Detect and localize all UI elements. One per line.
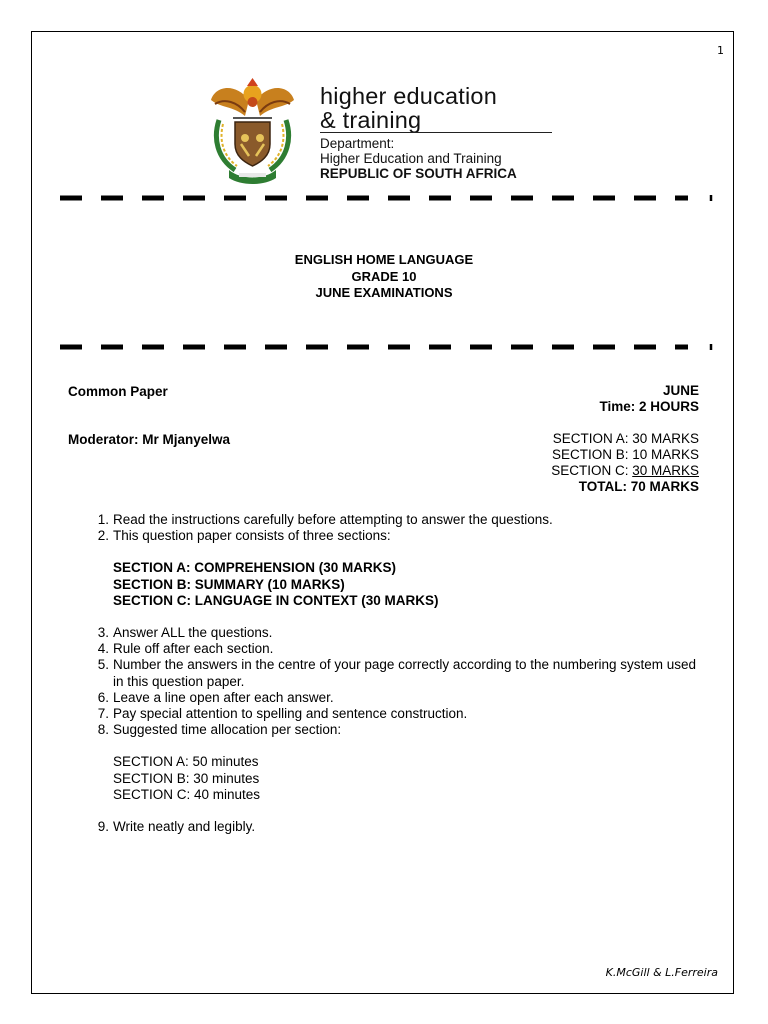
list-item — [68, 690, 708, 706]
dashed-divider-top — [60, 195, 716, 201]
list-item-number: 6. — [97, 689, 109, 705]
page-number: 1 — [717, 44, 724, 57]
list-item — [68, 625, 708, 641]
time-section-c: SECTION C: 40 minutes — [113, 786, 261, 802]
list-item — [68, 706, 708, 722]
heading-exam: JUNE EXAMINATIONS — [315, 285, 453, 300]
list-item-number: 7. — [97, 706, 109, 722]
logo-title — [320, 84, 497, 132]
logo-dept-name: Higher Education and Training — [320, 151, 502, 166]
list-item — [68, 722, 708, 738]
heading-subject: ENGLISH HOME LANGUAGE — [294, 252, 474, 267]
exam-heading — [0, 252, 768, 302]
exam-month: JUNE — [662, 383, 699, 398]
list-item-number: 1. — [97, 512, 109, 527]
list-item-text: Read the instructions carefully before attempting to answer the questions. — [113, 512, 553, 527]
heading-grade: GRADE 10 — [351, 268, 417, 284]
marks-breakdown — [551, 431, 699, 495]
moderator: Moderator: Mr Mjanyelwa — [68, 432, 231, 447]
list-item-text: Write neatly and legibly. — [113, 819, 256, 835]
time-section-b: SECTION B: 30 minutes — [113, 770, 260, 786]
footer-authors: K.McGill & L.Ferreira — [605, 966, 718, 979]
marks-section-a: SECTION A: 30 MARKS — [552, 431, 699, 446]
instructions-list — [68, 512, 708, 835]
exam-time: Time: 2 HOURS — [599, 399, 699, 414]
time-section-a: SECTION A: 50 minutes — [113, 754, 259, 770]
marks-section-c-label: SECTION C: — [551, 463, 629, 478]
sections-list — [68, 560, 708, 609]
list-item-text: This question paper consists of three sections: — [113, 528, 391, 544]
dashed-divider-bottom — [60, 344, 716, 350]
logo-title-line2: & training — [320, 107, 422, 133]
list-item — [68, 512, 708, 528]
marks-section-c — [551, 463, 699, 479]
section-a-desc: SECTION A: COMPREHENSION (30 MARKS) — [113, 560, 397, 576]
marks-total: TOTAL: 70 MARKS — [578, 479, 699, 494]
list-item-text: Leave a line open after each answer. — [113, 689, 334, 705]
list-item-number: 4. — [97, 641, 109, 657]
logo-divider — [320, 132, 552, 133]
list-item-text: Rule off after each section. — [113, 641, 274, 657]
list-item-number: 9. — [97, 819, 109, 835]
logo-title-line1: higher education — [320, 83, 497, 109]
list-item-number: 2. — [97, 528, 109, 544]
list-item-text: Pay special attention to spelling and sentence construction. — [113, 706, 468, 722]
time-allocation-list — [68, 754, 708, 803]
marks-section-b: SECTION B: 10 MARKS — [551, 447, 699, 462]
exam-month-time — [599, 383, 699, 415]
paper-type: Common Paper — [68, 384, 168, 399]
logo-country: REPUBLIC OF SOUTH AFRICA — [320, 166, 517, 181]
list-item-number: 3. — [97, 625, 109, 641]
list-item-text: Answer ALL the questions. — [113, 625, 273, 641]
section-c-desc: SECTION C: LANGUAGE IN CONTEXT (30 MARKS) — [113, 592, 439, 608]
list-item-number: 8. — [97, 722, 109, 738]
list-item — [68, 657, 708, 689]
list-item — [68, 641, 708, 657]
department-logo — [200, 78, 560, 186]
list-item-text: Suggested time allocation per section: — [113, 722, 342, 738]
coat-of-arms-icon — [205, 78, 300, 186]
logo-dept-label: Department: — [320, 136, 395, 151]
list-item — [68, 819, 708, 835]
list-item-text: Number the answers in the centre of your page correctly according to the numbering system used in this question paper. — [113, 657, 697, 689]
section-b-desc: SECTION B: SUMMARY (10 MARKS) — [113, 576, 345, 592]
logo-department — [320, 136, 517, 181]
marks-section-c-value: 30 MARKS — [632, 463, 699, 478]
list-item-number: 5. — [97, 657, 109, 673]
list-item — [68, 528, 708, 544]
